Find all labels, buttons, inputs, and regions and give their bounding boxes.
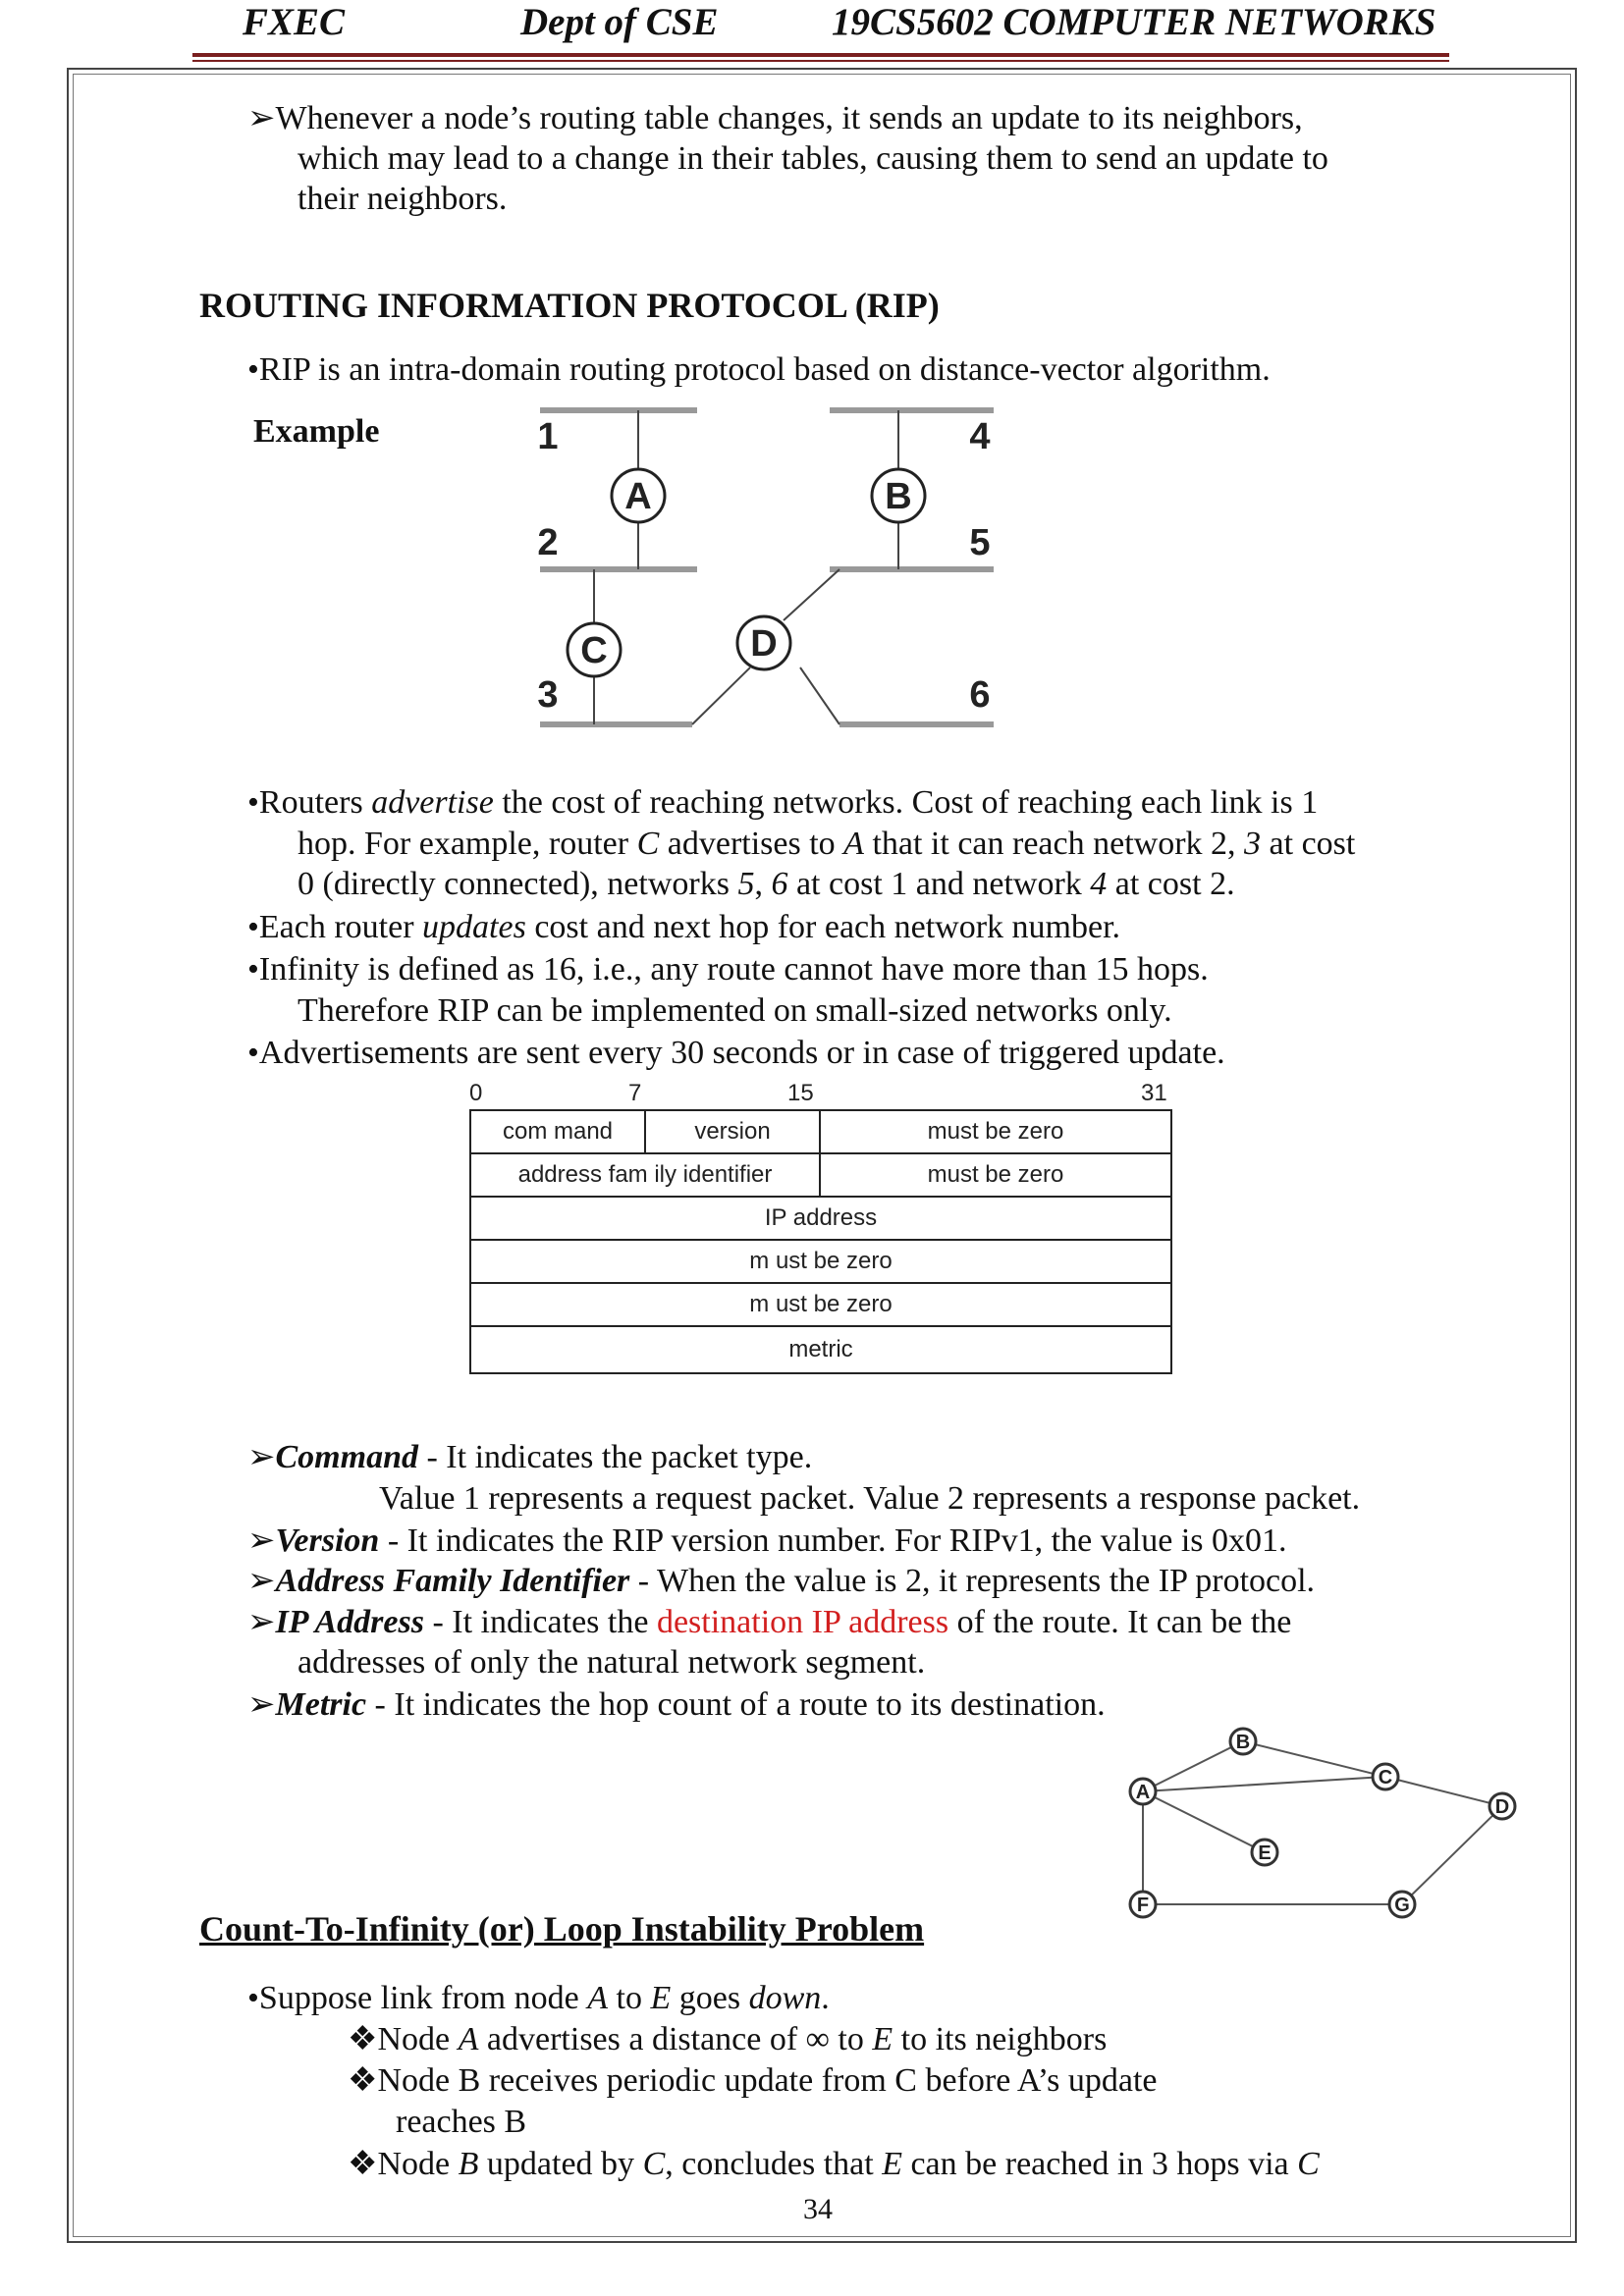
intro-line-2: which may lead to a change in their tables, causing them to send an update to <box>298 140 1328 177</box>
diamond-bullet-icon: ❖ <box>348 2062 378 2099</box>
field-ip-address: IP address <box>469 1196 1172 1241</box>
text-segment: down <box>748 1980 822 2016</box>
text-segment: updates <box>422 909 526 945</box>
network-label-4: 4 <box>969 416 991 457</box>
field-desc-version <box>247 1521 1287 1561</box>
rip-packet-format <box>469 1080 1172 1379</box>
text-segment: Command <box>275 1439 418 1475</box>
intro-bullet <box>247 98 1303 138</box>
bit-label-0: 0 <box>469 1080 483 1106</box>
text-segment: Suppose link from node <box>258 1980 588 2016</box>
text-segment: C <box>642 2146 666 2182</box>
text-segment: A <box>458 2021 479 2057</box>
field-must-be-zero-2: must be zero <box>819 1152 1172 1198</box>
field-must-be-zero-1: must be zero <box>819 1109 1172 1154</box>
text-segment: E <box>872 2021 893 2057</box>
graph-label-f: F <box>1136 1895 1150 1916</box>
text-segment: A <box>587 1980 608 2016</box>
bullet-updates: •Each router updates cost and next hop for each network number. <box>247 909 1121 945</box>
text-segment: - It indicates the RIP version number. For RIPv1, the value is 0x01. <box>379 1522 1287 1559</box>
sub-bullet-1 <box>348 2019 1107 2059</box>
field-metric: metric <box>469 1325 1172 1374</box>
network-label-1: 1 <box>537 416 559 457</box>
graph-label-a: A <box>1135 1782 1151 1803</box>
text-segment: at cost 1 and network <box>787 866 1091 902</box>
field-command: com mand <box>469 1109 646 1154</box>
bullet-advertise-line-2 <box>298 824 1355 864</box>
text-segment: Metric <box>275 1686 367 1723</box>
router-label-a: A <box>624 476 652 517</box>
bullet-advertise-text-b: the cost of reaching networks. Cost of reaching each link is 1 <box>493 784 1319 821</box>
text-segment: Each router <box>258 909 423 945</box>
text-segment: , <box>754 866 772 902</box>
bullet-advertisements: •Advertisements are sent every 30 seconds or in case of triggered update. <box>247 1035 1225 1071</box>
sub-bullet-2-line-2: reaches B <box>396 2104 527 2140</box>
field-desc-command-values: Value 1 represents a request packet. Value 2 represents a response packet. <box>379 1480 1361 1517</box>
bullet-infinity: •Infinity is defined as 16, i.e., any route cannot have more than 15 hops. <box>247 951 1209 988</box>
rip-bullet-1-text: RIP is an intra-domain routing protocol based on distance-vector algorithm. <box>258 351 1271 388</box>
network-label-3: 3 <box>537 674 559 716</box>
arrow-bullet-icon: ➢ <box>247 100 276 136</box>
field-must-be-zero-3: m ust be zero <box>469 1239 1172 1284</box>
text-segment: , concludes that <box>665 2146 883 2182</box>
field-must-be-zero-4: m ust be zero <box>469 1282 1172 1327</box>
field-desc-afi <box>247 1561 1315 1601</box>
graph-label-c: C <box>1378 1767 1393 1789</box>
text-segment: Node <box>377 2021 459 2057</box>
rip-bullet-1: •RIP is an intra-domain routing protocol based on distance-vector algorithm. <box>247 351 1271 388</box>
text-segment: 6 <box>771 866 788 902</box>
arrow-bullet-icon: ➢ <box>247 1522 276 1559</box>
text-segment: to its neighbors <box>893 2021 1108 2057</box>
text-segment: - It indicates the <box>423 1604 657 1640</box>
text-segment: 0 (directly connected), networks <box>298 866 738 902</box>
network-label-5: 5 <box>969 522 991 563</box>
text-segment: Advertisements are sent every 30 seconds or in case of triggered update. <box>258 1035 1225 1071</box>
text-segment: B <box>458 2146 479 2182</box>
example-label: Example <box>253 413 380 450</box>
text-segment: at cost <box>1261 826 1356 862</box>
arrow-bullet-icon: ➢ <box>247 1604 276 1640</box>
page-number: 34 <box>803 2193 833 2225</box>
text-segment: - It indicates the packet type. <box>417 1439 813 1475</box>
sub-bullet-3 <box>348 2144 1320 2184</box>
graph-label-e: E <box>1258 1842 1272 1864</box>
field-desc-command <box>247 1437 812 1477</box>
text-segment: at cost 2. <box>1107 866 1235 902</box>
text-segment: cost and next hop for each network number. <box>525 909 1121 945</box>
header-left: FXEC <box>243 1 346 43</box>
text-segment: . <box>821 1980 830 2016</box>
field-version: version <box>644 1109 821 1154</box>
rip-example-diagram <box>530 402 1001 736</box>
text-segment: advertises a distance of ∞ to <box>478 2021 873 2057</box>
arrow-bullet-icon: ➢ <box>247 1563 276 1599</box>
text-segment: advertises to <box>659 826 844 862</box>
text-segment: - When the value is 2, it represents the IP protocol. <box>629 1563 1316 1599</box>
count-to-infinity-graph <box>1110 1718 1522 1924</box>
diamond-bullet-icon: ❖ <box>348 2021 378 2057</box>
text-segment: of the route. It can be the <box>948 1604 1292 1640</box>
text-segment: Address Family Identifier <box>275 1563 630 1599</box>
sub-bullet-2 <box>348 2060 1158 2101</box>
field-desc-ip-line-2: addresses of only the natural network segment. <box>298 1644 926 1681</box>
diamond-bullet-icon: ❖ <box>348 2146 378 2182</box>
text-segment: Infinity is defined as 16, i.e., any route cannot have more than 15 hops. <box>258 951 1209 988</box>
header-rule <box>192 53 1449 57</box>
text-segment: 4 <box>1090 866 1108 902</box>
intro-line-1: Whenever a node’s routing table changes, it sends an update to its neighbors, <box>275 100 1303 136</box>
graph-label-b: B <box>1235 1732 1251 1753</box>
count-to-infinity-heading: Count-To-Infinity (or) Loop Instability Problem <box>199 1909 925 1949</box>
bit-label-15: 15 <box>787 1080 814 1106</box>
text-segment: C <box>1297 2146 1320 2182</box>
text-segment: that it can reach network 2, <box>863 826 1245 862</box>
graph-label-d: D <box>1494 1796 1510 1818</box>
text-segment: 5 <box>737 866 755 902</box>
text-segment: can be reached in 3 hops via <box>901 2146 1298 2182</box>
network-label-6: 6 <box>969 674 991 716</box>
bullet-advertise-em: advertise <box>371 784 494 821</box>
text-segment: C <box>636 826 660 862</box>
header-right: 19CS5602 COMPUTER NETWORKS <box>832 1 1436 43</box>
text-segment: E <box>882 2146 902 2182</box>
header-center: Dept of CSE <box>520 1 719 43</box>
text-segment: - It indicates the hop count of a route to its destination. <box>366 1686 1106 1723</box>
bullet-advertise-text-a: Routers <box>258 784 372 821</box>
network-label-2: 2 <box>537 522 559 563</box>
router-label-d: D <box>750 623 778 665</box>
text-segment: hop. For example, router <box>298 826 637 862</box>
arrow-bullet-icon: ➢ <box>247 1439 276 1475</box>
text-segment: Version <box>275 1522 380 1559</box>
field-desc-metric <box>247 1684 1106 1725</box>
text-segment: Node <box>377 2146 459 2182</box>
text-segment: goes <box>671 1980 749 2016</box>
text-segment: A <box>843 826 864 862</box>
bit-label-7: 7 <box>628 1080 642 1106</box>
text-segment: Node B receives periodic update from C before A’s update <box>377 2062 1158 2099</box>
intro-line-3: their neighbors. <box>298 181 508 217</box>
field-address-family: address fam ily identifier <box>469 1152 821 1198</box>
bit-label-31: 31 <box>1141 1080 1167 1106</box>
arrow-bullet-icon: ➢ <box>247 1686 276 1723</box>
bullet-advertise-line-3 <box>298 864 1235 904</box>
bullet-infinity-line-2: Therefore RIP can be implemented on small-sized networks only. <box>298 992 1172 1029</box>
text-segment: destination IP address <box>656 1604 949 1640</box>
text-segment: updated by <box>478 2146 643 2182</box>
text-segment: IP Address <box>275 1604 424 1640</box>
text-segment: 3 <box>1244 826 1262 862</box>
text-segment: E <box>650 1980 672 2016</box>
bullet-advertise: •Routers advertise the cost of reaching networks. Cost of reaching each link is 1 <box>247 784 1319 821</box>
router-label-c: C <box>580 630 608 671</box>
graph-label-g: G <box>1394 1895 1410 1916</box>
text-segment: to <box>608 1980 651 2016</box>
header-rule-thin <box>192 60 1449 62</box>
suppose-bullet: •Suppose link from node A to E goes down. <box>247 1980 830 2016</box>
router-label-b: B <box>885 476 912 517</box>
field-desc-ip <box>247 1602 1291 1642</box>
rip-heading: ROUTING INFORMATION PROTOCOL (RIP) <box>199 286 940 325</box>
